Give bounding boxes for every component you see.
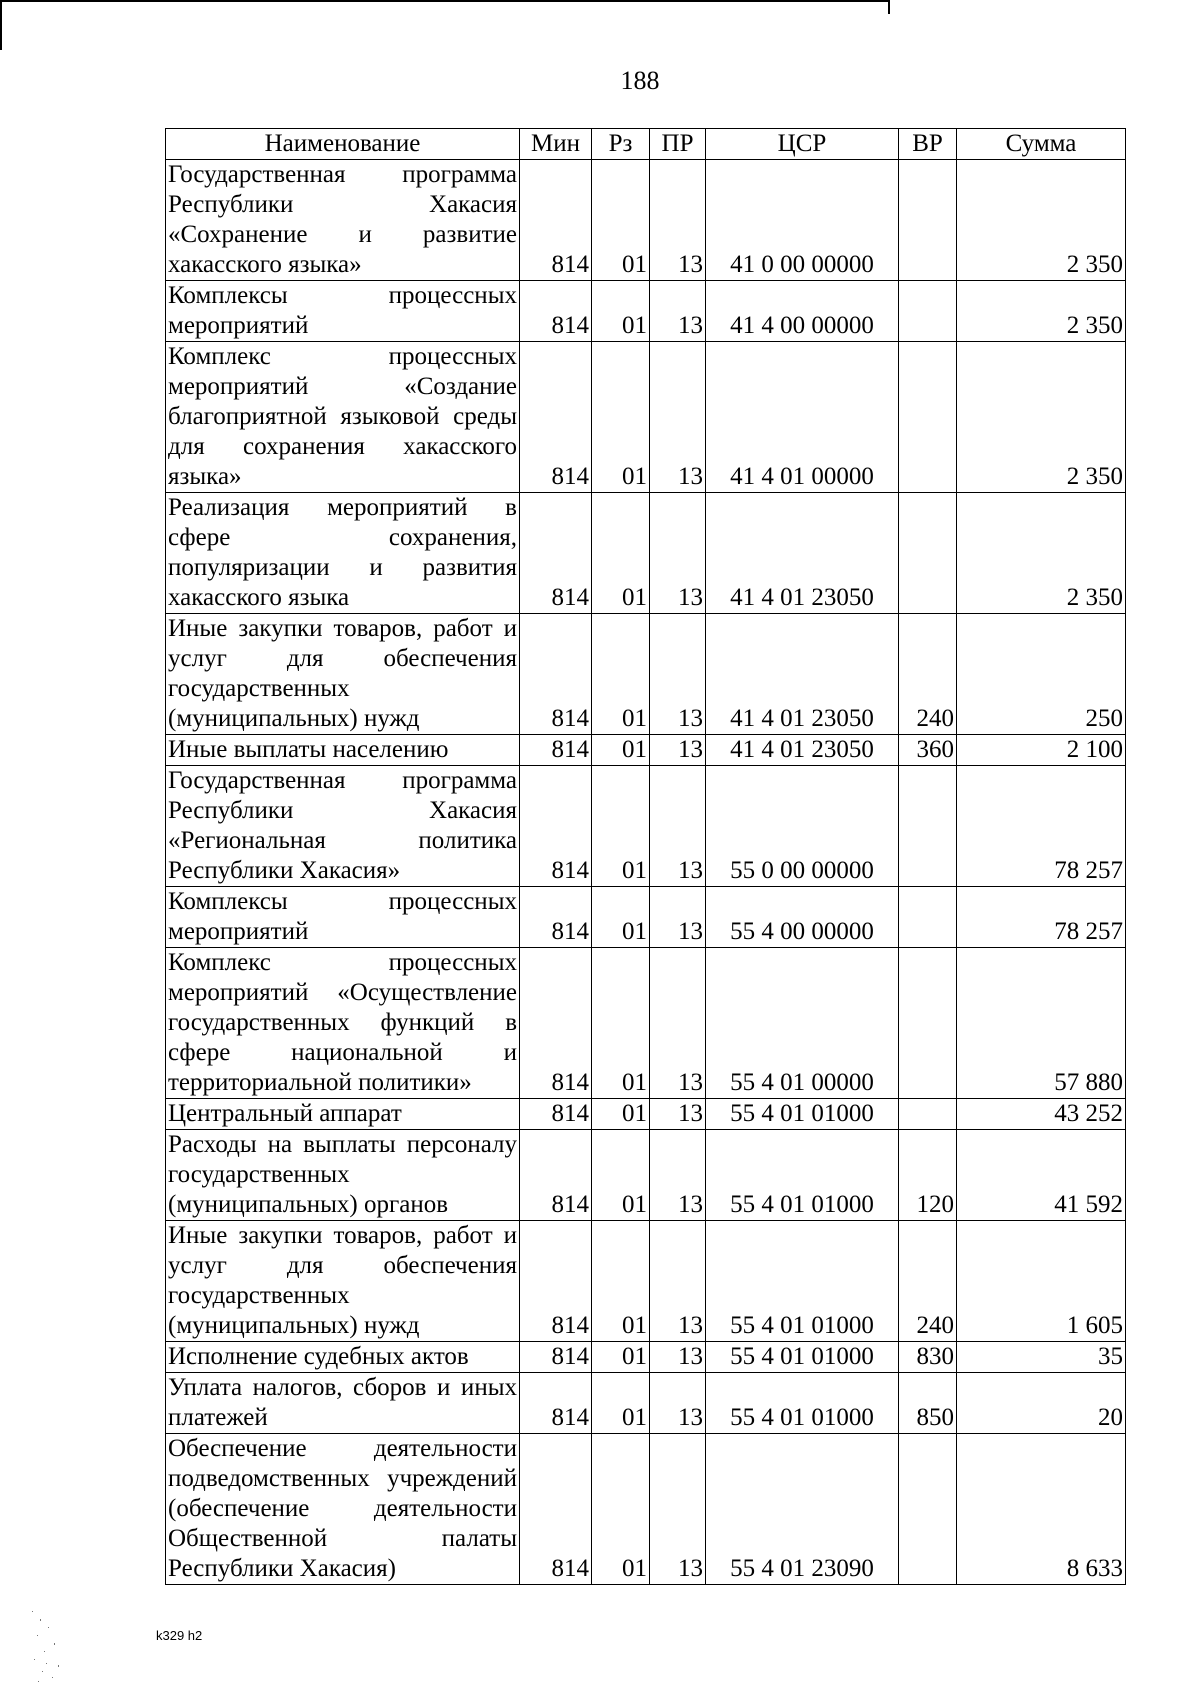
row-name-cell: Иные закупки товаров, работ и услуг для обеспечения государственных (муниципальных) нужд xyxy=(166,614,520,735)
min-cell: 814 xyxy=(520,735,592,766)
table-row xyxy=(166,735,1126,766)
row-name-cell: Реализация мероприятий в сфере сохранения, популяризации и развития хакасского языка xyxy=(166,493,520,614)
min-cell: 814 xyxy=(520,948,592,1099)
sum-cell: 78 257 xyxy=(957,766,1126,887)
pr-cell: 13 xyxy=(650,1434,706,1585)
pr-cell: 13 xyxy=(650,887,706,948)
pr-cell: 13 xyxy=(650,1373,706,1434)
sum-cell: 20 xyxy=(957,1373,1126,1434)
csr-cell: 55 4 01 00000 xyxy=(706,948,899,1099)
table-row xyxy=(166,281,1126,342)
sum-cell: 2 350 xyxy=(957,281,1126,342)
min-cell: 814 xyxy=(520,887,592,948)
min-cell: 814 xyxy=(520,614,592,735)
row-name-cell: Уплата налогов, сборов и иных платежей xyxy=(166,1373,520,1434)
header-pr: ПР xyxy=(650,129,706,160)
pr-cell: 13 xyxy=(650,1099,706,1130)
vr-cell: 850 xyxy=(899,1373,957,1434)
vr-cell: 240 xyxy=(899,1221,957,1342)
sum-cell: 43 252 xyxy=(957,1099,1126,1130)
table-row xyxy=(166,342,1126,493)
min-cell: 814 xyxy=(520,1373,592,1434)
min-cell: 814 xyxy=(520,1342,592,1373)
vr-cell xyxy=(899,948,957,1099)
row-name-cell: Государственная программа Республики Хакасия «Сохранение и развитие хакасского языка» xyxy=(166,160,520,281)
vr-cell: 240 xyxy=(899,614,957,735)
min-cell: 814 xyxy=(520,1099,592,1130)
rz-cell: 01 xyxy=(592,735,650,766)
rz-cell: 01 xyxy=(592,887,650,948)
min-cell: 814 xyxy=(520,1434,592,1585)
min-cell: 814 xyxy=(520,281,592,342)
rz-cell: 01 xyxy=(592,342,650,493)
vr-cell xyxy=(899,1434,957,1585)
table-row xyxy=(166,1434,1126,1585)
vr-cell xyxy=(899,766,957,887)
rz-cell: 01 xyxy=(592,766,650,887)
pr-cell: 13 xyxy=(650,735,706,766)
csr-cell: 41 4 00 00000 xyxy=(706,281,899,342)
csr-cell: 55 4 01 01000 xyxy=(706,1342,899,1373)
scan-edge xyxy=(888,0,890,14)
row-name-cell: Расходы на выплаты персоналу государственных (муниципальных) органов xyxy=(166,1130,520,1221)
table-row xyxy=(166,1221,1126,1342)
scan-edge xyxy=(0,0,890,2)
sum-cell: 1 605 xyxy=(957,1221,1126,1342)
row-name-cell: Комплексы процессных мероприятий xyxy=(166,281,520,342)
row-name-cell: Комплексы процессных мероприятий xyxy=(166,887,520,948)
row-name-cell: Центральный аппарат xyxy=(166,1099,520,1130)
pr-cell: 13 xyxy=(650,493,706,614)
pr-cell: 13 xyxy=(650,766,706,887)
rz-cell: 01 xyxy=(592,1130,650,1221)
sum-cell: 41 592 xyxy=(957,1130,1126,1221)
budget-table xyxy=(165,128,1126,1585)
table-row xyxy=(166,1099,1126,1130)
row-name-cell: Обеспечение деятельности подведомственных учреждений (обеспечение деятельности Общественной палаты Республики Хакасия) xyxy=(166,1434,520,1585)
pr-cell: 13 xyxy=(650,948,706,1099)
header-rz: Рз xyxy=(592,129,650,160)
rz-cell: 01 xyxy=(592,614,650,735)
min-cell: 814 xyxy=(520,1221,592,1342)
sum-cell: 2 100 xyxy=(957,735,1126,766)
vr-cell xyxy=(899,887,957,948)
csr-cell: 41 4 01 23050 xyxy=(706,493,899,614)
table-row xyxy=(166,766,1126,887)
scan-speckle xyxy=(28,1605,66,1685)
table-body xyxy=(166,160,1126,1585)
sum-cell: 35 xyxy=(957,1342,1126,1373)
rz-cell: 01 xyxy=(592,493,650,614)
vr-cell xyxy=(899,493,957,614)
pr-cell: 13 xyxy=(650,1342,706,1373)
vr-cell xyxy=(899,160,957,281)
sum-cell: 250 xyxy=(957,614,1126,735)
rz-cell: 01 xyxy=(592,1373,650,1434)
table-row xyxy=(166,887,1126,948)
header-csr: ЦСР xyxy=(706,129,899,160)
row-name-cell: Комплекс процессных мероприятий «Создание благоприятной языковой среды для сохранения хакасского языка» xyxy=(166,342,520,493)
rz-cell: 01 xyxy=(592,1434,650,1585)
vr-cell xyxy=(899,1099,957,1130)
scan-edge xyxy=(0,0,2,50)
csr-cell: 55 4 00 00000 xyxy=(706,887,899,948)
rz-cell: 01 xyxy=(592,1099,650,1130)
footer-code: k329 h2 xyxy=(156,1628,203,1643)
rz-cell: 01 xyxy=(592,160,650,281)
csr-cell: 55 4 01 23090 xyxy=(706,1434,899,1585)
min-cell: 814 xyxy=(520,493,592,614)
csr-cell: 41 4 01 23050 xyxy=(706,614,899,735)
row-name-cell: Государственная программа Республики Хакасия «Региональная политика Республики Хакасия» xyxy=(166,766,520,887)
min-cell: 814 xyxy=(520,766,592,887)
rz-cell: 01 xyxy=(592,948,650,1099)
table-row xyxy=(166,948,1126,1099)
csr-cell: 41 4 01 23050 xyxy=(706,735,899,766)
table-row xyxy=(166,614,1126,735)
vr-cell xyxy=(899,281,957,342)
pr-cell: 13 xyxy=(650,160,706,281)
vr-cell: 120 xyxy=(899,1130,957,1221)
table-row xyxy=(166,160,1126,281)
pr-cell: 13 xyxy=(650,281,706,342)
pr-cell: 13 xyxy=(650,1221,706,1342)
csr-cell: 55 4 01 01000 xyxy=(706,1373,899,1434)
sum-cell: 2 350 xyxy=(957,342,1126,493)
pr-cell: 13 xyxy=(650,1130,706,1221)
table-header-row xyxy=(166,129,1126,160)
table-row xyxy=(166,493,1126,614)
row-name-cell: Комплекс процессных мероприятий «Осуществление государственных функций в сфере национальной и территориальной политики» xyxy=(166,948,520,1099)
sum-cell: 57 880 xyxy=(957,948,1126,1099)
sum-cell: 2 350 xyxy=(957,160,1126,281)
table-row xyxy=(166,1373,1126,1434)
min-cell: 814 xyxy=(520,342,592,493)
min-cell: 814 xyxy=(520,1130,592,1221)
vr-cell: 830 xyxy=(899,1342,957,1373)
row-name-cell: Иные закупки товаров, работ и услуг для обеспечения государственных (муниципальных) нужд xyxy=(166,1221,520,1342)
csr-cell: 41 0 00 00000 xyxy=(706,160,899,281)
vr-cell: 360 xyxy=(899,735,957,766)
row-name-cell: Исполнение судебных актов xyxy=(166,1342,520,1373)
rz-cell: 01 xyxy=(592,281,650,342)
header-name: Наименование xyxy=(166,129,520,160)
csr-cell: 55 0 00 00000 xyxy=(706,766,899,887)
header-vr: ВР xyxy=(899,129,957,160)
min-cell: 814 xyxy=(520,160,592,281)
vr-cell xyxy=(899,342,957,493)
rz-cell: 01 xyxy=(592,1221,650,1342)
page-number: 188 xyxy=(620,66,660,95)
csr-cell: 55 4 01 01000 xyxy=(706,1099,899,1130)
pr-cell: 13 xyxy=(650,342,706,493)
row-name-cell: Иные выплаты населению xyxy=(166,735,520,766)
csr-cell: 41 4 01 00000 xyxy=(706,342,899,493)
sum-cell: 2 350 xyxy=(957,493,1126,614)
csr-cell: 55 4 01 01000 xyxy=(706,1221,899,1342)
sum-cell: 78 257 xyxy=(957,887,1126,948)
csr-cell: 55 4 01 01000 xyxy=(706,1130,899,1221)
table-row xyxy=(166,1130,1126,1221)
rz-cell: 01 xyxy=(592,1342,650,1373)
sum-cell: 8 633 xyxy=(957,1434,1126,1585)
header-min: Мин xyxy=(520,129,592,160)
pr-cell: 13 xyxy=(650,614,706,735)
table-row xyxy=(166,1342,1126,1373)
header-sum: Сумма xyxy=(957,129,1126,160)
